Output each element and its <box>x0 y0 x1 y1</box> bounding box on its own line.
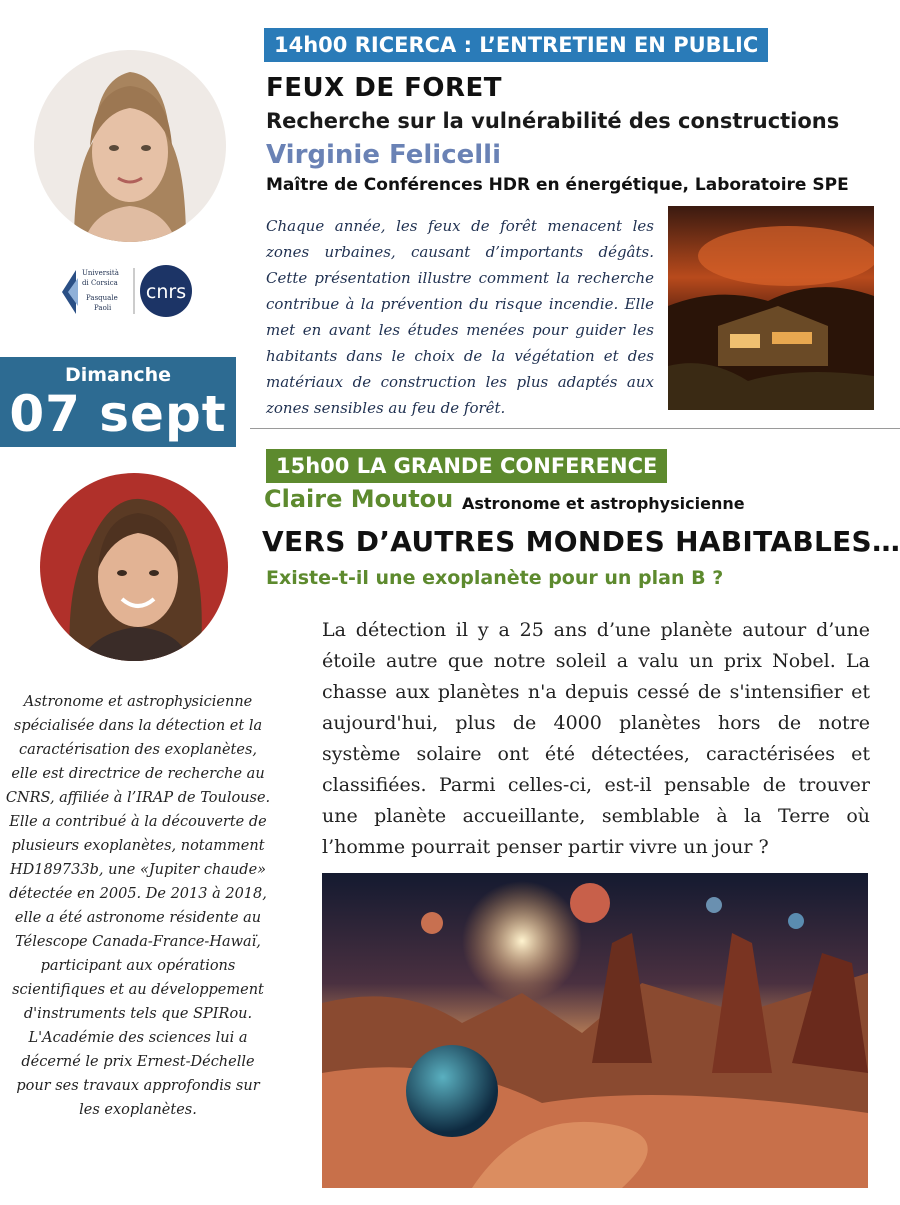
speaker2-portrait <box>40 473 228 661</box>
session2-speaker-role: Astronome et astrophysicienne <box>462 494 745 513</box>
session1-speaker-name: Virginie Felicelli <box>266 140 501 170</box>
partner-logos <box>58 262 208 320</box>
event-date: 07 sept <box>9 385 227 443</box>
speaker1-portrait <box>34 50 226 242</box>
event-date-box <box>0 357 236 447</box>
svg-text:Pasquale: Pasquale <box>86 294 118 302</box>
exoplanet-landscape-image <box>322 873 868 1188</box>
session1-title: FEUX DE FORET <box>266 73 503 103</box>
svg-text:cnrs: cnrs <box>145 281 187 303</box>
session1-time-tag: 14h00 RICERCA : L’ENTRETIEN EN PUBLIC <box>264 28 768 62</box>
section-divider <box>250 428 900 429</box>
session2-speaker-bio: Astronome et astrophysicienne spécialisée dans la détection et la caractérisation des exoplanètes, elle est directrice de recherche au CNRS, affiliée à l’IRAP de Toulouse. Elle a contribué à la découverte de plusieurs exoplanètes, notamment HD189733b, une «Jupiter chaude» détectée en 2005. De 2013 à 2018, elle a été astronome résidente au Télescope Canada-France-Hawaï, participant aux opérations scientifiques et au développement d'instruments tels que SPIRou. L'Académie des sciences lui a décerné le prix Ernest-Déchelle pour ses travaux approfondis sur les exoplanètes. <box>5 694 271 1118</box>
session1-subtitle: Recherche sur la vulnérabilité des constructions <box>266 109 840 133</box>
session2-subtitle: Existe-t-il une exoplanète pour un plan B ? <box>266 567 724 589</box>
session2-speaker-name: Claire Moutou <box>264 485 454 513</box>
forest-fire-photo <box>668 206 874 410</box>
session2-title: VERS D’AUTRES MONDES HABITABLES… <box>262 525 900 558</box>
svg-text:di Corsica: di Corsica <box>82 279 118 287</box>
svg-text:Paoli: Paoli <box>94 304 112 312</box>
svg-text:Università: Università <box>82 269 119 277</box>
event-day: Dimanche <box>64 364 172 386</box>
session1-description: Chaque année, les feux de forêt menacent les zones urbaines, causant d’importants dégâts. Cette présentation illustre comment la recherche contribue à la prévention du risque incendie. Elle met en avant les études menées pour guider les habitants dans le choix de la végétation et des matériaux de construction les plus adaptés aux zones sensibles au feu de forêt. <box>266 217 654 417</box>
session1-speaker-role: Maître de Conférences HDR en énergétique, Laboratoire SPE <box>266 175 849 195</box>
university-corsica-logo-icon <box>58 262 208 320</box>
session2-time-tag: 15h00 LA GRANDE CONFERENCE <box>266 449 667 483</box>
session2-description: La détection il y a 25 ans d’une planète autour d’une étoile autre que notre soleil a valu un prix Nobel. La chasse aux planètes n'a depuis cessé de s'intensifier et aujourd'hui, plus de 4000 planètes hors de notre système solaire ont été détectées, caractérisées et classifiées. Parmi celles-ci, est-il pensable de trouver une planète accueillante, semblable à la Terre où l’homme pourrait penser partir vivre un jour ? <box>322 619 870 858</box>
